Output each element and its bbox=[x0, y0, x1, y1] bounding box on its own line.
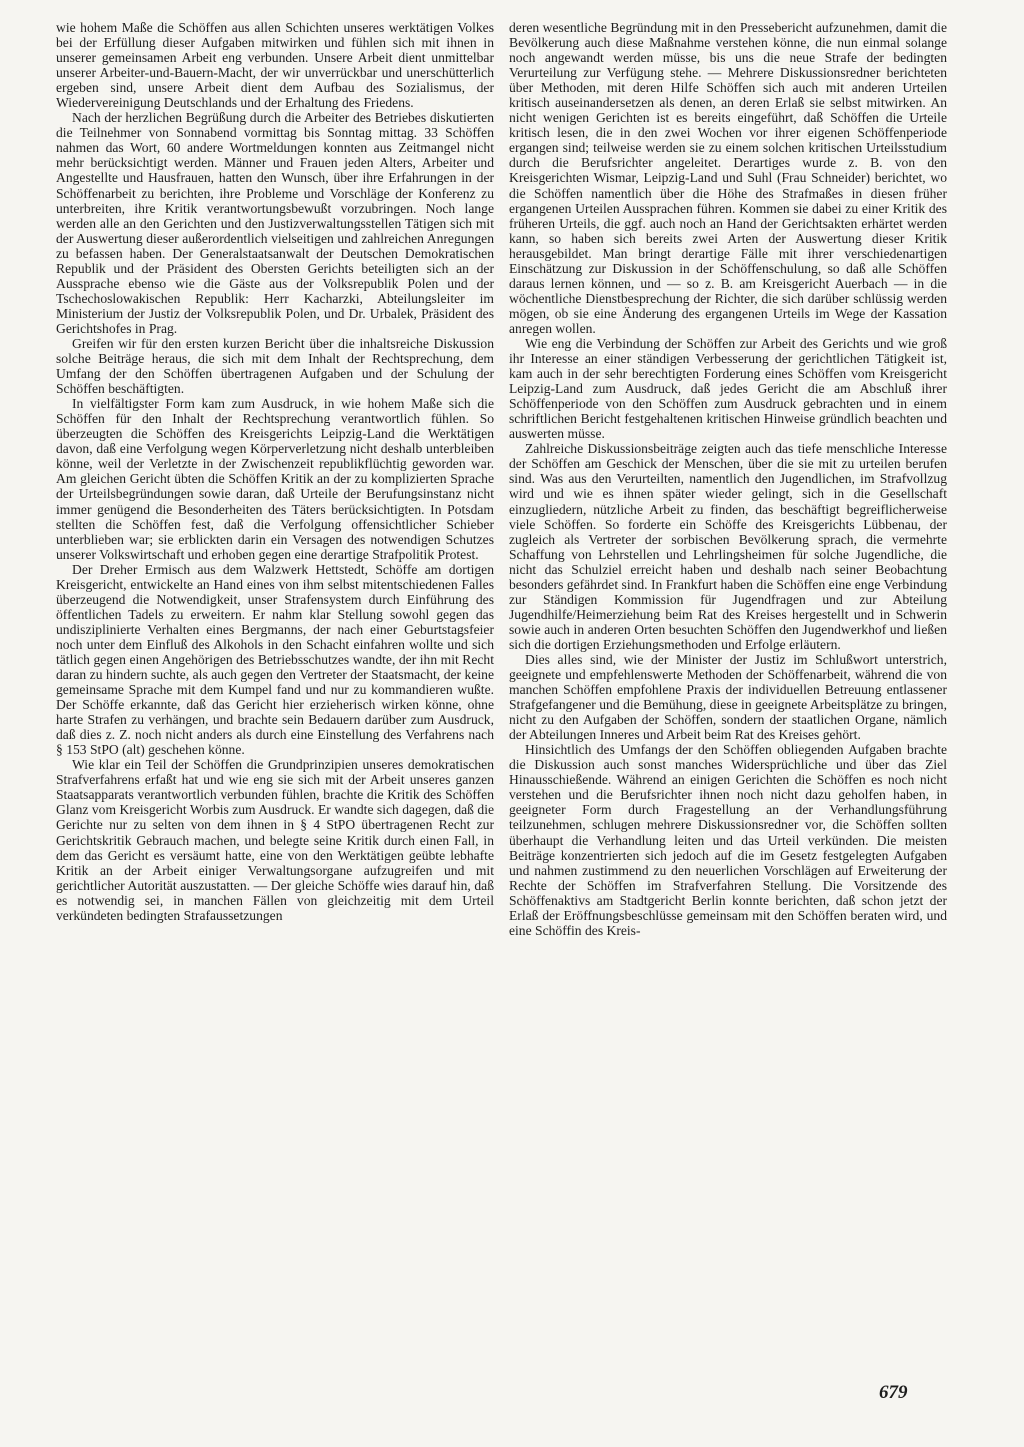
paragraph: Wie eng die Verbindung der Schöffen zur Arbeit des Gerichts und wie groß ihr Interesse an einer ständigen Verbesserung der gerichtlichen Tätigkeit ist, kam auch in der sehr berechtigten Forderung eines Schöffen vom Kreisgericht Leipzig-Land zum Ausdruck, daß jedes Gericht die am Abschluß ihrer Schöffenperiode von den Schöffen zum Ausdruck gebrachten und in einem schriftlichen Bericht festgehaltenen kritischen Hinweise gründlich beachten und auswerten müsse. bbox=[509, 335, 947, 442]
paragraph: In vielfältigster Form kam zum Ausdruck, in wie hohem Maße sich die Schöffen für den Inhalt der Rechtsprechung verantwortlich fühlen. So überzeugten die Schöffen des Kreisgerichts Leipzig-Land die Werktätigen davon, daß eine Verfolgung wegen Körperverletzung nicht deshalb unterbleiben könne, weil der Verletzte in der Zwischenzeit republikflüchtig geworden war. Am gleichen Gericht übten die Schöffen Kritik an der zu komplizierten Sprache der Urteilsbegründungen sowie daran, daß Urteile der Berufungsinstanz nicht immer genügend die Besonderheiten des Täters berücksichtigten. In Potsdam stellten die Schöffen fest, daß die Verfolgung offensichtlicher Schieber unterblieben war; sie erblickten darin ein Versagen des notwendigen Schutzes unserer Volkswirtschaft und erhoben gegen eine derartige Strafpolitik Protest. bbox=[56, 396, 494, 562]
paragraph: wie hohem Maße die Schöffen aus allen Schichten unseres werktätigen Volkes bei der Erfüllung dieser Aufgaben mitwirken und fühlen sich mit ihnen in unserer gemeinsamen Arbeit eng verbunden. Unsere Arbeit dient unmittelbar unserer Arbeiter-und-Bauern-Macht, der wir unverrückbar und unerschütterlich ergeben sind, unsere Arbeit dient dem Aufbau des Sozialismus, der Wiedervereinigung Deutschlands und der Erhaltung des Friedens. bbox=[56, 20, 494, 111]
left-column bbox=[56, 20, 494, 923]
paragraph: Der Dreher Ermisch aus dem Walzwerk Hettstedt, Schöffe am dortigen Kreisgericht, entwickelte an Hand eines von ihm selbst mitentschiedenen Falles überzeugend die Notwendigkeit, unser Strafensystem durch Einführung des öffentlichen Tadels zu erweitern. Er nahm klar Stellung sowohl gegen das undisziplinierte Verhalten eines Bergmanns, der nach einer Geburtstagsfeier noch unter dem Einfluß des Alkohols in den Schacht einfahren wollte und sich tätlich gegen einen Angehörigen des Betriebsschutzes wandte, der ihn mit Recht daran zu hindern suchte, als auch gegen den Vertreter der Staatsmacht, der keine gemeinsame Sprache mit dem Kumpel fand und nur zu kommandieren wußte. Der Schöffe erkannte, daß das Gericht hier erzieherisch wirken könne, ohne harte Strafen zu verhängen, und brachte sein Bedauern darüber zum Ausdruck, daß dies z. Z. noch nicht anders als durch eine Einstellung des Verfahrens nach § 153 StPO (alt) geschehen könne. bbox=[56, 561, 494, 758]
paragraph: Greifen wir für den ersten kurzen Bericht über die inhaltsreiche Diskussion solche Beiträge heraus, die sich mit dem Inhalt der Rechtsprechung, dem Umfang der den Schöffen übertragenen Aufgaben und der Schulung der Schöffen beschäftigten. bbox=[56, 335, 494, 397]
paragraph: Wie klar ein Teil der Schöffen die Grundprinzipien unseres demokratischen Strafverfahrens erfaßt hat und wie eng sie sich mit der Arbeit unseres ganzen Staatsapparats verantwortlich verbunden fühlen, brachte die Kritik des Schöffen Glanz vom Kreisgericht Worbis zum Ausdruck. Er wandte sich dagegen, daß die Gerichte nur zu selten von dem ihnen in § 4 StPO übertragenen Recht zur Gerichtskritik Gebrauch machen, und belegte seine Kritik durch einen Fall, in dem das Gericht es versäumt hatte, eine von den Werktätigen geübte lebhafte Kritik an der Arbeit einiger Verwaltungsorgane aufzugreifen und mit gerichtlicher Autorität auszustatten. — Der gleiche Schöffe wies darauf hin, daß es notwendig sei, in manchen Fällen von gleichzeitig mit dem Urteil verkündeten bedingten Strafaussetzungen bbox=[56, 757, 494, 923]
right-column bbox=[509, 20, 947, 938]
paragraph: Nach der herzlichen Begrüßung durch die Arbeiter des Betriebes diskutierten die Teilnehmer von Sonnabend vormittag bis Sonntag mittag. 33 Schöffen nahmen das Wort, 60 andere Wortmeldungen konnten aus Zeitmangel nicht mehr berücksichtigt werden. Männer und Frauen jeden Alters, Arbeiter und Angestellte und Hausfrauen, hatten den Wunsch, über ihre Erfahrungen in der Schöffenarbeit zu berichten, ihre Probleme und Vorschläge der Konferenz zu unterbreiten, ihre Kritik verantwortungsbewußt vorzubringen. Noch lange werden alle an den Gerichten und den Justizverwaltungsstellen Tätigen sich mit der Auswertung dieser außerordentlich vielseitigen und zahlreichen Anregungen zu befassen haben. Der Generalstaatsanwalt der Deutschen Demokratischen Republik und der Präsident des Obersten Gerichts beteiligten sich an der Aussprache ebenso wie die Gäste aus der Volksrepublik Polen und der Tschechoslowakischen Republik: Herr Kacharzki, Abteilungsleiter im Ministerium der Justiz der Volksrepublik Polen, und Dr. Urbalek, Präsident des Gerichtshofes in Prag. bbox=[56, 110, 494, 336]
paragraph: deren wesentliche Begründung mit in den Pressebericht aufzunehmen, damit die Bevölkerung auch diese Maßnahme verstehen könne, die nun einmal solange noch angewandt werden müsse, bis uns die neue Strafe der bedingten Verurteilung zur Verfügung stehe. — Mehrere Diskussionsredner berichteten über Methoden, mit deren Hilfe Schöffen sich auch mit anderen Urteilen kritisch auseinandersetzen als denen, an deren Erlaß sie selbst mitwirken. An nicht wenigen Gerichten ist es bereits eingeführt, daß Schöffen die Urteile kritisch lesen, die in den zwei Wochen vor ihrer eigenen Schöffenperiode ergangen sind; teilweise werden sie zu einem solchen kritischen Urteilsstudium durch die Berufsrichter angeleitet. Derartiges wurde z. B. von den Kreisgerichten Wismar, Leipzig-Land und Suhl (Frau Schneider) berichtet, wo die Schöffen namentlich über die Höhe des Strafmaßes in diesen früher ergangenen Urteilen Aussprachen führen. Kommen sie dabei zu einer Kritik des früheren Urteils, die ggf. auch noch an Hand der Gerichtsakten erhärtet werden kann, so haben sich bereits zwei Arten der Auswertung dieser Kritik herausgebildet. Man bringt derartige Fälle mit ihrer verschiedenartigen Einschätzung zur Diskussion in der Schöffenschulung, so daß alle Schöffen daraus lernen können, und — so z. B. am Kreisgericht Auerbach — in die wöchentliche Dienstbesprechung der Richter, die sich darüber schlüssig werden mögen, ob sie eine Änderung des ergangenen Urteils im Wege der Kassation anregen wollen. bbox=[509, 20, 947, 336]
paragraph: Dies alles sind, wie der Minister der Justiz im Schlußwort unterstrich, geeignete und empfehlenswerte Methoden der Schöffenarbeit, während die von manchen Schöffen empfohlene Praxis der individuellen Betreuung entlassener Strafgefangener und die Bemühung, diese in geeignete Arbeitsplätze zu bringen, nicht zu den Aufgaben der Schöffen, sondern der staatlichen Organe, nämlich der Abteilungen Inneres und Arbeit beim Rat des Kreises gehört. bbox=[509, 651, 947, 743]
page-number: 679 bbox=[879, 1382, 908, 1403]
paragraph: Hinsichtlich des Umfangs der den Schöffen obliegenden Aufgaben brachte die Diskussion auch sonst manches Widersprüchliche und über das Ziel Hinausschießende. Während an einigen Gerichten die Schöffen es noch nicht verstehen und die Berufsrichter ihnen noch nicht dazu geholfen haben, in geeigneter Form durch Fragestellung an der Verhandlungsführung teilzunehmen, schlugen mehrere Diskussionsredner vor, die Schöffen sollten überhaupt die Verhandlung leiten und das Urteil verkünden. Die meisten Beiträge konzentrierten sich jedoch auf die im Gesetz festgelegten Aufgaben und nahmen zustimmend zu den neuerlichen Vorschlägen auf Erweiterung der Rechte der Schöffen im Strafverfahren Stellung. Die Vorsitzende des Schöffenaktivs am Stadtgericht Berlin konnte berichten, daß schon jetzt der Erlaß der Eröffnungsbeschlüsse gemeinsam mit den Schöffen beraten wird, und eine Schöffin des Kreis- bbox=[509, 742, 947, 938]
paragraph: Zahlreiche Diskussionsbeiträge zeigten auch das tiefe menschliche Interesse der Schöffen am Geschick der Menschen, über die sie mit zu urteilen berufen sind. Was aus den Verurteilten, namentlich den Jugendlichen, im Strafvollzug wird und wie es ihnen später wieder gelingt, sich in die Gesellschaft einzugliedern, nützliche Arbeit zu finden, das beschäftigt begreiflicherweise viele Schöffen. So forderte ein Schöffe des Kreisgerichts Lübbenau, der zugleich als Vertreter der sorbischen Bevölkerung sprach, die vermehrte Schaffung von Lehrstellen und Lehrlingsheimen für solche Jugendliche, die nicht das Schulziel erreicht haben und deshalb nach seiner Beobachtung besonders gefährdet sind. In Frankfurt haben die Schöffen eine enge Verbindung zur Ständigen Kommission für Jugendfragen und zur Abteilung Jugendhilfe/Heimerziehung beim Rat des Kreises hergestellt und in Schwerin sowie auch in anderen Orten besuchten Schöffen den Jugendwerkhof und ließen sich die dortigen Erziehungsmethoden und Erfolge erläutern. bbox=[509, 441, 947, 652]
